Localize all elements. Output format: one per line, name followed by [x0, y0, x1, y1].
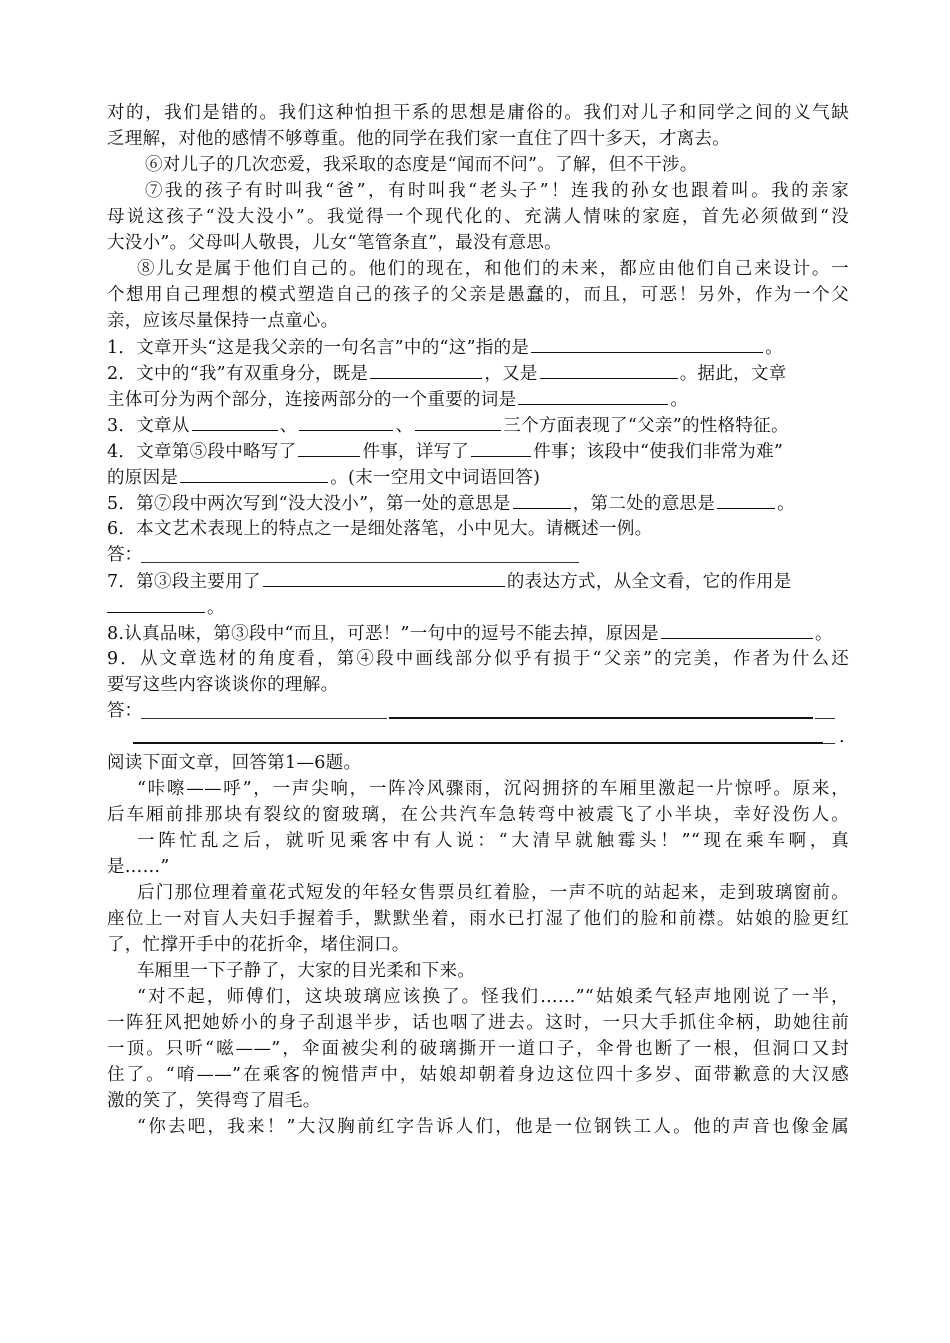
- question-text: 、: [395, 416, 414, 436]
- answer-blank[interactable]: [518, 386, 668, 405]
- answer-blank[interactable]: [661, 620, 813, 639]
- question-text: 主体可分为两个部分，连接两部分的一个重要的词是: [107, 390, 517, 410]
- paragraph-line: 大没小”。父母叫人敬畏，儿女“笔管条直”，最没有意思。: [107, 233, 562, 253]
- answer-blank[interactable]: [531, 334, 763, 353]
- paragraph-line: 后车厢前排那块有裂纹的窗玻璃，在公共汽车急转弯中被震飞了小半块，幸好没伤人。: [107, 805, 849, 825]
- question-text: 。: [207, 598, 225, 618]
- question-text: 1．文章开头“这是我父亲的一句名言”中的“这”指的是: [107, 338, 530, 358]
- answer-blank[interactable]: [298, 438, 360, 457]
- question-8: [107, 620, 849, 646]
- document-page: [107, 100, 849, 1140]
- question-text: 5．第⑦段中两次写到“没大没小”，第一处的意思是: [107, 494, 511, 514]
- paragraph-line: 一阵狂风把她娇小的身子刮退半步，话也咽了进去。这时，一只大手抓住伞柄，助她往前: [107, 1013, 849, 1033]
- paragraph-line: ⑧儿女是属于他们自己的。他们的现在，和他们的未来，都应由他们自己来设计。一: [137, 259, 849, 279]
- paragraph-line: 乏理解，对他的感情不够尊重。他的同学在我们家一直住了四十多天，才离去。: [107, 129, 730, 149]
- question-text: 。: [815, 624, 833, 644]
- question-text: 7．第③段主要用了: [107, 572, 261, 592]
- answer-rule[interactable]: [389, 717, 813, 719]
- answer-rule[interactable]: [815, 718, 835, 719]
- question-4: [107, 438, 849, 464]
- question-3: [107, 412, 849, 438]
- answer-blank[interactable]: [717, 490, 775, 509]
- question-7-cont: [107, 594, 849, 620]
- paragraph-line: “对不起，师傅们，这块玻璃应该换了。怪我们……”“姑娘柔气轻声地刚说了一半，: [137, 987, 849, 1007]
- question-text: 三个方面表现了“父亲”的性格特征。: [503, 416, 789, 436]
- question-text: 2．文中的“我”有双重身分，既是: [107, 364, 369, 384]
- essay-part2: [107, 750, 849, 1140]
- question-9: 9．从文章选材的角度看，第④段中画线部分似乎有损于“父亲”的完美，作者为什么还: [107, 649, 849, 669]
- question-text: 4．文章第⑤段中略写了: [107, 442, 297, 462]
- paragraph-line: 对的，我们是错的。我们这种怕担干系的思想是庸俗的。我们对儿子和同学之间的义气缺: [107, 103, 849, 123]
- paragraph-line: 是……”: [107, 857, 170, 877]
- paragraph-line: ⑥对儿子的几次恋爱，我采取的态度是“闻而不问”。了解，但不干涉。: [145, 155, 698, 175]
- answer-line-9b: [107, 724, 849, 750]
- paragraph-line: “你去吧，我来！”大汉胸前红字告诉人们，他是一位钢铁工人。他的声音也像金属: [137, 1117, 849, 1137]
- answer-blank[interactable]: [263, 568, 505, 587]
- question-2-cont: [107, 386, 849, 412]
- paragraph-line: 后门那位理着童花式短发的年轻女售票员红着脸，一声不吭的站起来，走到玻璃窗前。: [137, 883, 849, 903]
- answer-blank[interactable]: [299, 412, 393, 431]
- paragraph-line: 母说这孩子“没大没小”。我觉得一个现代化的、充满人情味的家庭，首先必须做到“没: [107, 207, 849, 227]
- question-4-cont: [107, 464, 849, 490]
- question-text: 、: [279, 416, 298, 436]
- paragraph-line: 一阵忙乱之后，就听见乘客中有人说：“大清早就触霉头！”“现在乘车啊，真: [137, 831, 849, 851]
- question-2: [107, 360, 849, 386]
- answer-blank[interactable]: [180, 464, 328, 483]
- answer-blank[interactable]: [471, 438, 531, 457]
- reading-instruction: 阅读下面文章，回答第1—6题。: [107, 753, 362, 773]
- paragraph-line: ⑦我的孩子有时叫我“爸”，有时叫我“老头子”！连我的孙女也跟着叫。我的亲家: [145, 181, 849, 201]
- question-6: 6．本文艺术表现上的特点之一是细处落笔，小中见大。请概述一例。: [107, 519, 653, 539]
- paragraph-line: “咔嚓——呼”，一声尖响，一阵冷风骤雨，沉闷拥挤的车厢里激起一片惊呼。原来，: [137, 779, 849, 799]
- question-text: 8.认真品味，第③段中“而且，可恶！”一句中的逗号不能去掉，原因是: [107, 624, 659, 644]
- question-text: ，又是: [484, 364, 538, 384]
- question-7: [107, 568, 849, 594]
- period-mark: .: [839, 727, 845, 747]
- answer-line-9: [107, 698, 849, 724]
- answer-rule[interactable]: [141, 562, 579, 563]
- answer-rule[interactable]: [141, 718, 387, 719]
- question-text: 。: [670, 390, 689, 410]
- question-text: 。据此，文章: [679, 364, 787, 384]
- paragraph-line: 一顶。只听“嗞——”，伞面被尖利的破璃撕开一道口子，伞骨也断了一根，但洞口又封: [107, 1039, 849, 1059]
- paragraph-line: 个想用自己理想的模式塑造自己的孩子的父亲是愚蠢的，而且，可恶！另外，作为一个父: [107, 285, 849, 305]
- paragraph-line: 亲，应该尽量保持一点童心。: [107, 311, 339, 331]
- answer-rule[interactable]: [823, 743, 835, 744]
- answer-blank[interactable]: [192, 412, 278, 431]
- question-text: 的原因是: [107, 468, 179, 488]
- paragraph-line: 座位上一对盲人夫妇手握着手，默默坐着，雨水已打湿了他们的脸和前襟。姑娘的脸更红: [107, 909, 849, 929]
- answer-label: 答：: [107, 545, 142, 565]
- questions-section: [107, 334, 849, 750]
- answer-blank[interactable]: [415, 412, 501, 431]
- paragraph-line: 住了。“唷——”在乘客的惋惜声中，姑娘却朝着身边这位四十多岁、面带歉意的大汉感: [107, 1065, 849, 1085]
- answer-blank[interactable]: [107, 594, 205, 613]
- answer-blank[interactable]: [513, 490, 571, 509]
- question-5: [107, 490, 849, 516]
- paragraph-line: 了，忙撑开手中的花折伞，堵住洞口。: [107, 935, 410, 955]
- question-text: 。(末一空用文中词语回答): [330, 468, 541, 488]
- question-text: 。: [765, 338, 784, 358]
- question-text: 件事；该段中“使我们非常为难”: [533, 442, 784, 462]
- question-text: ，第二处的意思是: [572, 494, 716, 514]
- answer-blank[interactable]: [540, 360, 678, 379]
- question-text: 件事，详写了: [362, 442, 470, 462]
- paragraph-line: 激的笑了，笑得弯了眉毛。: [107, 1091, 321, 1111]
- question-9-cont: 要写这些内容谈谈你的理解。: [107, 675, 339, 695]
- paragraph-line: 车厢里一下子静了，大家的目光柔和下来。: [137, 961, 476, 981]
- question-1: [107, 334, 849, 360]
- answer-label: 答：: [107, 701, 142, 721]
- essay-part1: [107, 100, 849, 334]
- answer-line-6: [107, 542, 849, 568]
- question-text: 3．文章从: [107, 416, 190, 436]
- answer-blank[interactable]: [370, 360, 482, 379]
- answer-rule[interactable]: [133, 742, 823, 744]
- question-text: 的表达方式，从全文看，它的作用是: [506, 572, 792, 592]
- question-text: 。: [777, 494, 795, 514]
